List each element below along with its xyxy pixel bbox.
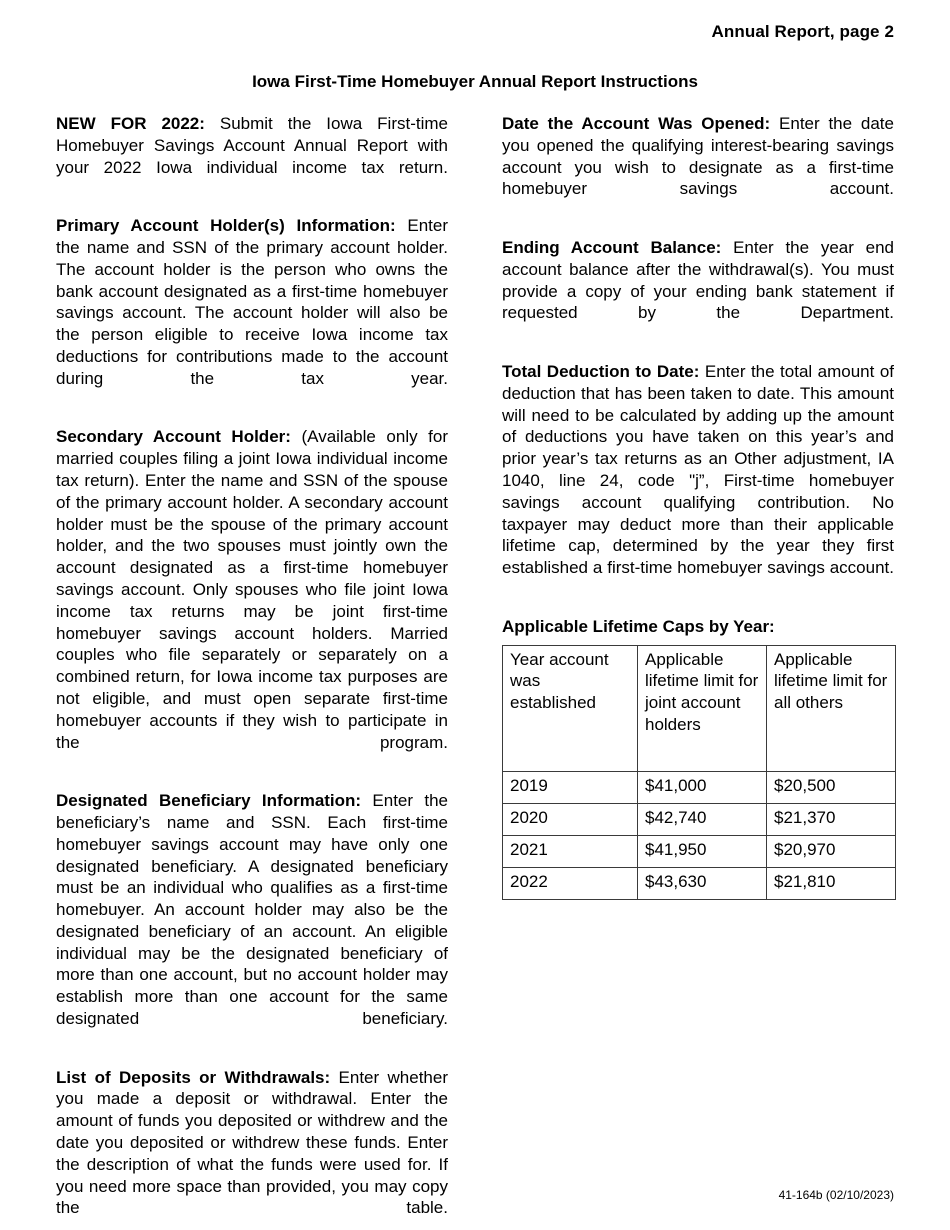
- paragraph-ending-account-balance: [502, 237, 894, 346]
- right-column: [502, 113, 894, 900]
- paragraph-lead: Date the Account Was Opened:: [502, 114, 771, 133]
- paragraph-secondary-account-holder: [56, 426, 448, 775]
- paragraph-body: (Available only for married couples filing a joint Iowa individual income tax return). Enter the name and SSN of the spouse of the primary account holder. A secondary account holder must be the spouse of the primary account holder, and the two spouses must jointly own the account designated as a first-time homebuyer savings account. Only spouses who file joint Iowa income tax returns may be joint first-time homebuyer savings account holders. Married couples who file separately or separately on a combined return, for Iowa income tax purposes are not eligible, and must open separate first-time homebuyer accounts if they wish to participate in the program.: [56, 427, 448, 752]
- table-cell-other-limit: $20,500: [767, 771, 896, 803]
- table-cell-year: 2021: [503, 835, 638, 867]
- applicable-lifetime-caps-table: [502, 645, 896, 900]
- paragraph-lead: Ending Account Balance:: [502, 237, 722, 257]
- paragraph-lead: Designated Beneficiary Information:: [56, 791, 362, 811]
- paragraph-total-deduction-to-date: [502, 361, 894, 601]
- paragraph-list-of-deposits-or-withdrawals: [56, 1067, 448, 1230]
- table-cell-year: 2019: [503, 771, 638, 803]
- paragraph-designated-beneficiary: [56, 790, 448, 1052]
- paragraph-lead: NEW FOR 2022:: [56, 114, 205, 133]
- table-cell-joint-limit: $42,740: [638, 803, 767, 835]
- table-row: [503, 867, 896, 899]
- document-title: Iowa First-Time Homebuyer Annual Report Instructions: [252, 72, 698, 91]
- left-column: [56, 113, 448, 1230]
- paragraph-body: Enter the date you opened the qualifying interest-bearing savings account you wish to designate as a first-time homebuyer savings account.: [502, 114, 894, 199]
- paragraph-body: Enter the total amount of deduction that has been taken to date. This amount will need to be calculated by adding up the amount of deductions you have taken on this year’s and prior year’s tax returns as an Other adjustment, IA 1040, line 24, code "j”, First-time homebuyer savings account qualifying contribution. No taxpayer may deduct more than their applicable lifetime cap, determined by the year they first established a first-time homebuyer savings account.: [502, 361, 894, 578]
- table-cell-other-limit: $20,970: [767, 835, 896, 867]
- table-cell-other-limit: $21,370: [767, 803, 896, 835]
- paragraph-body: Enter whether you made a deposit or withdrawal. Enter the amount of funds you deposited or withdrew and the date you deposited or withdrew these funds. Enter the description of what the funds were used for. If you need more space than provided, you may copy the table.: [56, 1067, 448, 1218]
- paragraph-new-for-2022: [56, 113, 448, 200]
- table-heading: Applicable Lifetime Caps by Year:: [502, 616, 775, 636]
- paragraph-body: Enter the year end account balance after the withdrawal(s). You must provide a copy of your ending bank statement if requested by the Department.: [502, 237, 895, 323]
- table-cell-year: 2022: [503, 867, 638, 899]
- paragraph-lead: Primary Account Holder(s) Information:: [56, 216, 396, 236]
- paragraph-primary-account-holder: [56, 215, 448, 411]
- table-cell-joint-limit: $41,000: [638, 771, 767, 803]
- table-cell-joint-limit: $41,950: [638, 835, 767, 867]
- table-row: [503, 771, 896, 803]
- paragraph-lead: Secondary Account Holder:: [56, 427, 291, 447]
- paragraph-lead: Total Deduction to Date:: [502, 361, 700, 381]
- table-row: [503, 835, 896, 867]
- table-column-header: Applicable lifetime limit for all others: [767, 645, 896, 771]
- table-cell-year: 2020: [503, 803, 638, 835]
- table-cell-joint-limit: $43,630: [638, 867, 767, 899]
- table-header-row: [503, 645, 896, 771]
- page-header-label: Annual Report, page 2: [711, 22, 894, 41]
- paragraph-body: Enter the beneficiary’s name and SSN. Each first-time homebuyer savings account may have only one designated beneficiary. A designated beneficiary must be an individual who qualifies as a first-time homebuyer. An account holder may also be the designated beneficiary of an account. An eligible individual may be the designated beneficiary of more than one account, but no account holder may establish more than one account for the same designated beneficiary.: [56, 791, 448, 1029]
- paragraph-body: Enter the name and SSN of the primary account holder. The account holder is the person who owns the bank account designated as a first-time homebuyer savings account. The account holder will also be the person eligible to receive Iowa income tax deductions for contributions made to the account during the tax year.: [56, 216, 448, 388]
- table-column-header: Applicable lifetime limit for joint account holders: [638, 645, 767, 771]
- paragraph-lead: List of Deposits or Withdrawals:: [56, 1067, 331, 1087]
- form-id-footer: 41-164b (02/10/2023): [778, 1188, 894, 1202]
- table-row: [503, 803, 896, 835]
- paragraph-body: Submit the Iowa First-time Homebuyer Savings Account Annual Report with your 2022 Iowa individual income tax return.: [56, 114, 448, 177]
- paragraph-date-account-opened: [502, 113, 894, 222]
- table-column-header: Year account was established: [503, 645, 638, 771]
- table-cell-other-limit: $21,810: [767, 867, 896, 899]
